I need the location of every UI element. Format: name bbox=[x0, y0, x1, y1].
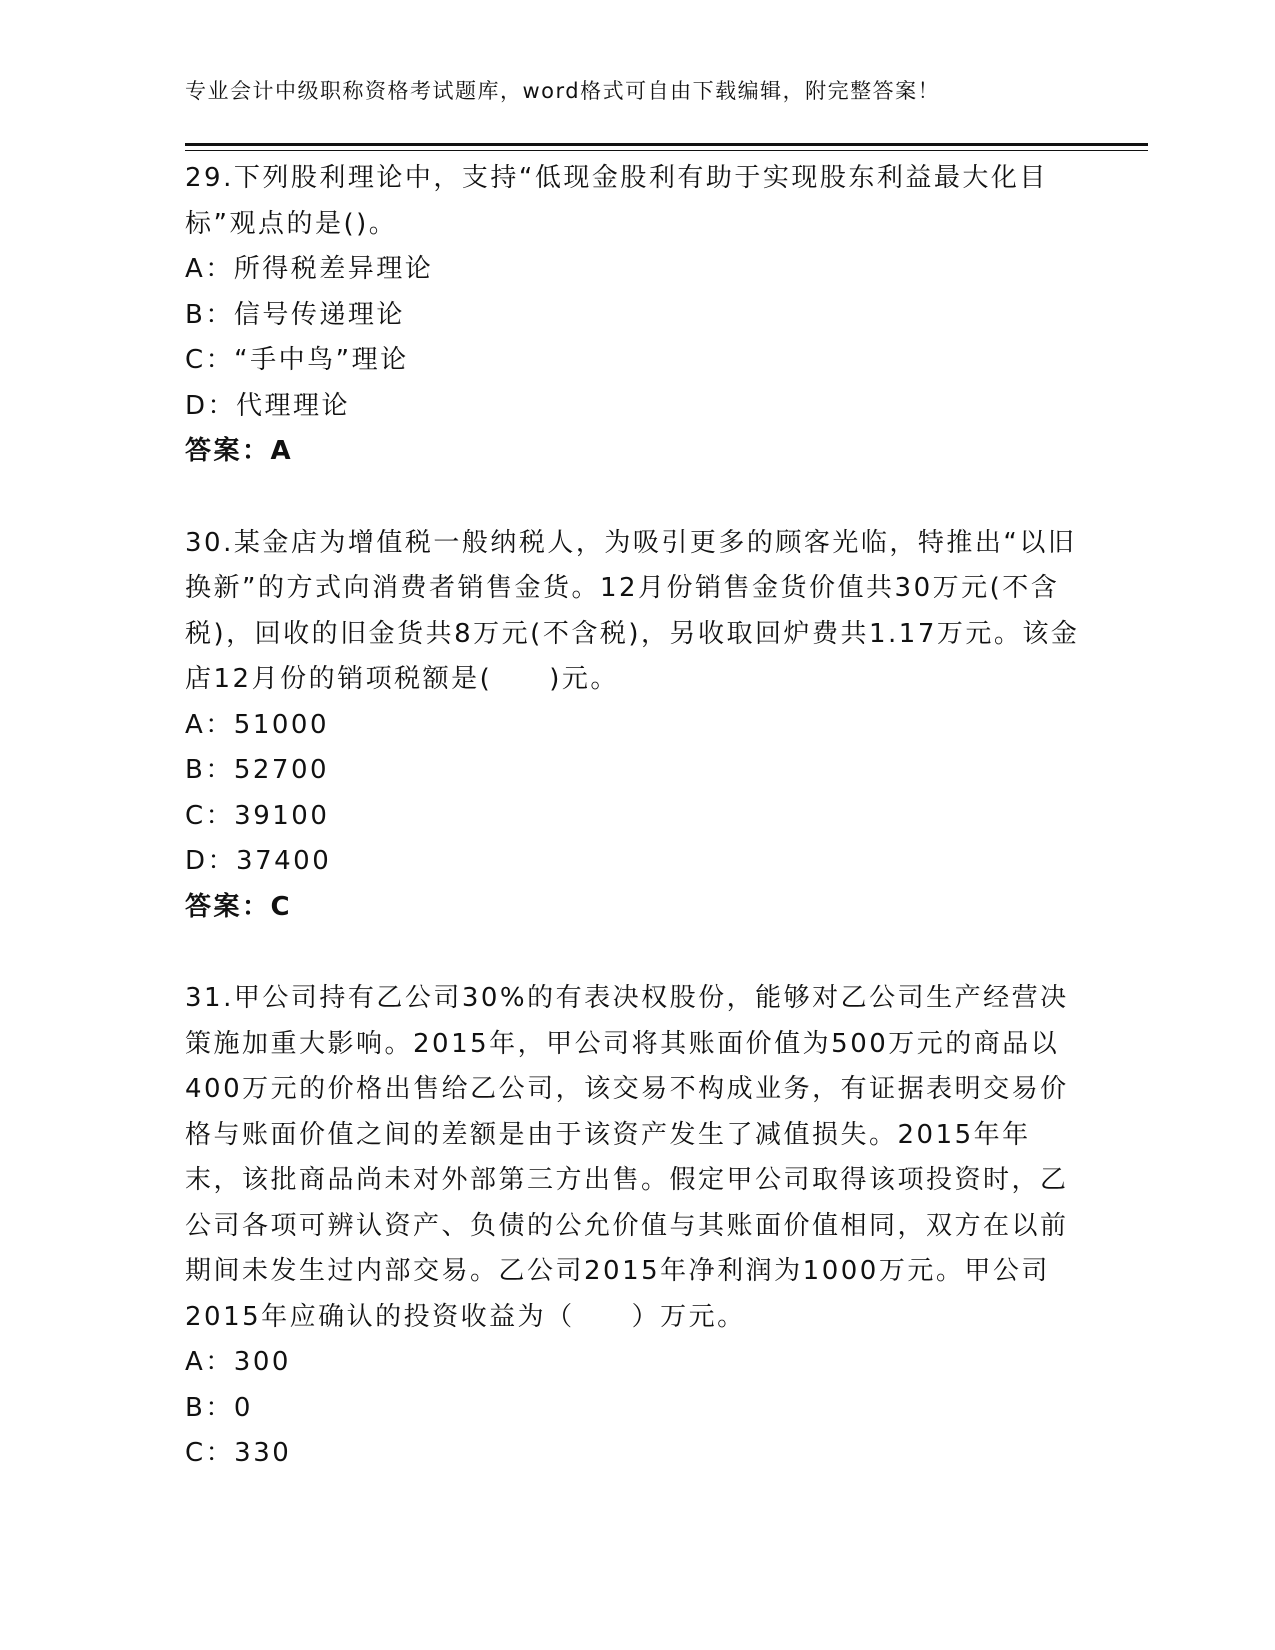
question-30 bbox=[185, 521, 1085, 931]
option-b: B：信号传递理论 bbox=[185, 299, 405, 330]
option-b: B：0 bbox=[185, 1392, 253, 1423]
question-text: 30.某金店为增值税一般纳税人，为吸引更多的顾客光临，特推出“以旧换新”的方式向消费者销售金货。12月份销售金货价值共30万元(不含税)，回收的旧金货共8万元(不含税)，另收取回炉费共1.17万元。该金店12月份的销项税额是( )元。 bbox=[185, 527, 1080, 694]
answer: 答案：A bbox=[185, 436, 294, 466]
option-d: D：37400 bbox=[185, 846, 332, 876]
option-a: A：所得税差异理论 bbox=[185, 254, 434, 284]
option-a: A：51000 bbox=[185, 709, 329, 740]
answer: 答案：C bbox=[185, 891, 293, 922]
option-d: D：代理理论 bbox=[185, 390, 351, 421]
header-rule-thick bbox=[185, 143, 1148, 146]
question-text: 31.甲公司持有乙公司30%的有表决权股份，能够对乙公司生产经营决策施加重大影响。2015年，甲公司将其账面价值为500万元的商品以400万元的价格出售给乙公司，该交易不构成业务，有证据表明交易价格与账面价值之间的差额是由于该资产发生了减值损失。2015年年末，该批商品尚未对外部第三方出售。假定甲公司取得该项投资时，乙公司各项可辨认资产、负债的公允价值与其账面价值相同，双方在以前期间未发生过内部交易。乙公司2015年净利润为1000万元。甲公司2015年应确认的投资收益为（ ）万元。 bbox=[185, 983, 1069, 1332]
page-header: 专业会计中级职称资格考试题库，word格式可自由下载编辑，附完整答案！ bbox=[185, 79, 941, 103]
option-c: C：330 bbox=[185, 1438, 292, 1468]
question-31 bbox=[185, 976, 1085, 1477]
option-a: A：300 bbox=[185, 1347, 291, 1377]
question-29 bbox=[185, 156, 1085, 475]
option-c: C：“手中鸟”理论 bbox=[185, 345, 409, 375]
header-rule-thin bbox=[185, 150, 1148, 151]
option-c: C：39100 bbox=[185, 800, 330, 831]
option-b: B：52700 bbox=[185, 755, 330, 785]
question-text: 29.下列股利理论中，支持“低现金股利有助于实现股东利益最大化目标”观点的是()。 bbox=[185, 163, 1048, 239]
question-list bbox=[185, 156, 1085, 1477]
